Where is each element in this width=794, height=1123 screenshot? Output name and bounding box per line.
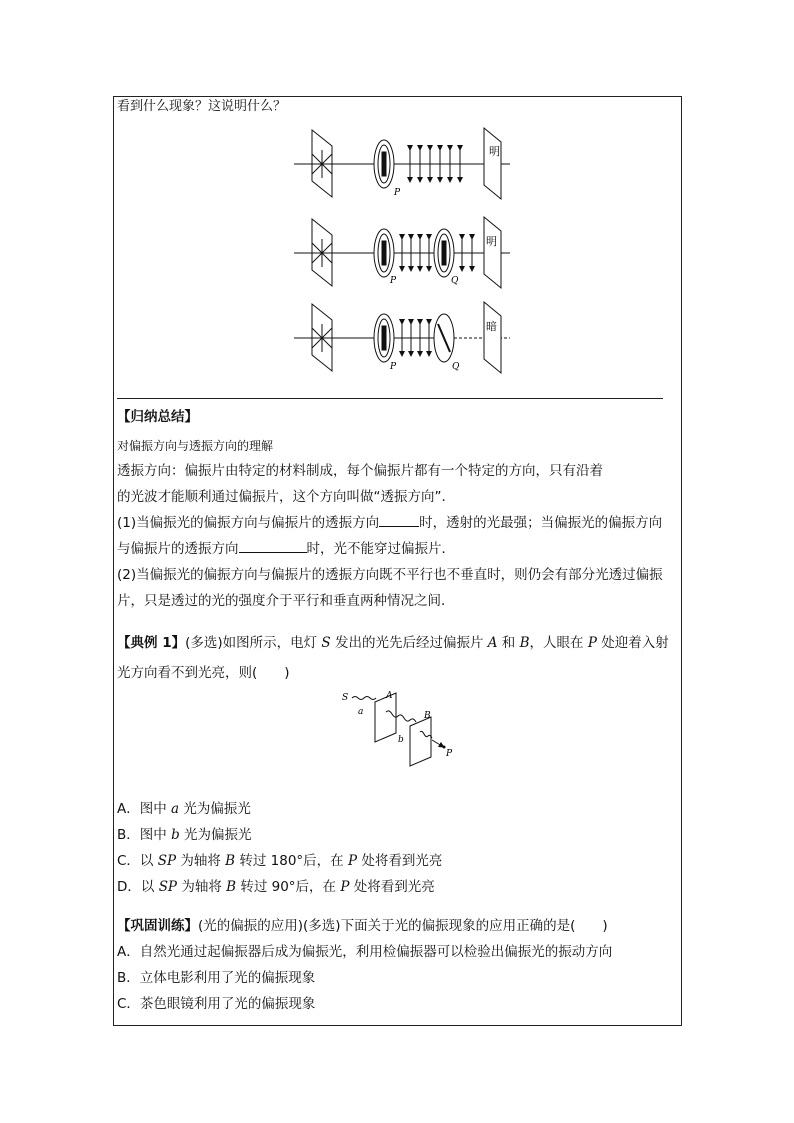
label-s: S — [342, 693, 349, 703]
label-p: P — [394, 188, 401, 198]
example-1-line-1: 【典例 1】(多选)如图所示，电灯 S 发出的光先后经过偏振片 A 和 B，人眼在 P 处迎着入射 — [117, 635, 669, 651]
diagram-row-2 — [294, 217, 510, 288]
label-a-plate: A — [386, 691, 393, 701]
point-2-line-2: 片，只是透过的光的强度介于平行和垂直两种情况之间． — [117, 593, 455, 609]
point-1-line-1: (1)当偏振光的偏振方向与偏振片的透振方向 时，透射的光最强；当偏振光的偏振方向 — [117, 510, 677, 536]
label-p: P — [390, 276, 397, 286]
summary-header: 【归纳总结】 — [117, 409, 198, 425]
answer-blank-1[interactable] — [379, 512, 419, 527]
intro-question: 看到什么现象？这说明什么？ — [117, 99, 287, 114]
label-b-plate: B — [424, 711, 431, 721]
example-1 — [117, 628, 677, 688]
label-dark: 暗 — [486, 320, 497, 333]
definition-line-2: 的光波才能顺利通过偏振片，这个方向叫做“透振方向”． — [117, 489, 455, 505]
label-a-light: a — [358, 707, 364, 717]
point-2-line-1: (2)当偏振光的偏振方向与偏振片的透振方向既不平行也不垂直时，则仍会有部分光透过偏振 — [117, 567, 663, 583]
example-1-line-2: 光方向看不到光亮，则( ) — [117, 665, 290, 681]
label-bright: 明 — [489, 145, 500, 158]
summary-subtitle: 对偏振方向与透振方向的理解 — [117, 439, 274, 453]
polarizer-b — [410, 717, 431, 766]
natural-light-star-icon — [308, 150, 336, 178]
wave-a — [352, 697, 376, 700]
answer-blank-2[interactable] — [239, 538, 307, 553]
ray-to-p — [432, 740, 442, 746]
practice-option-a[interactable]: A．自然光通过起偏振器后成为偏振光，利用检偏振器可以检验出偏振光的振动方向 — [117, 944, 613, 960]
label-p: P — [390, 362, 397, 372]
practice-section — [117, 913, 677, 1017]
label-b-light: b — [398, 735, 404, 745]
section-divider — [117, 398, 663, 399]
natural-light-star-icon — [308, 324, 336, 352]
example-1-figure — [340, 688, 470, 768]
option-a[interactable]: A．图中 a 光为偏振光 — [117, 801, 251, 817]
diagram-row-3 — [294, 302, 510, 373]
practice-option-b[interactable]: B．立体电影利用了光的偏振现象 — [117, 970, 316, 986]
label-bright: 明 — [486, 235, 497, 248]
option-c[interactable]: C．以 SP 为轴将 B 转过 180°后，在 P 处将看到光亮 — [117, 853, 443, 869]
natural-light-star-icon — [308, 239, 336, 267]
label-p-eye: P — [446, 749, 453, 759]
screen — [484, 302, 501, 373]
practice-option-c[interactable]: C．茶色眼镜利用了光的偏振现象 — [117, 996, 316, 1012]
label-q: Q — [452, 362, 460, 372]
practice-question: 【巩固训练】(光的偏振的应用)(多选)下面关于光的偏振现象的应用正确的是( ) — [117, 918, 608, 934]
screen — [484, 128, 501, 199]
label-q: Q — [451, 276, 459, 286]
diagram-row-1 — [294, 128, 510, 199]
definition-paragraph — [117, 458, 677, 614]
screen — [484, 217, 501, 288]
option-b[interactable]: B．图中 b 光为偏振光 — [117, 827, 252, 843]
option-d[interactable]: D．以 SP 为轴将 B 转过 90°后，在 P 处将看到光亮 — [117, 879, 435, 895]
point-1-line-2: 与偏振片的透振方向 时，光不能穿过偏振片． — [117, 536, 677, 562]
example-1-options — [117, 796, 677, 900]
polarization-diagram — [0, 0, 794, 400]
definition-line-1: 透振方向：偏振片由特定的材料制成，每个偏振片都有一个特定的方向，只有沿着 — [117, 463, 603, 479]
